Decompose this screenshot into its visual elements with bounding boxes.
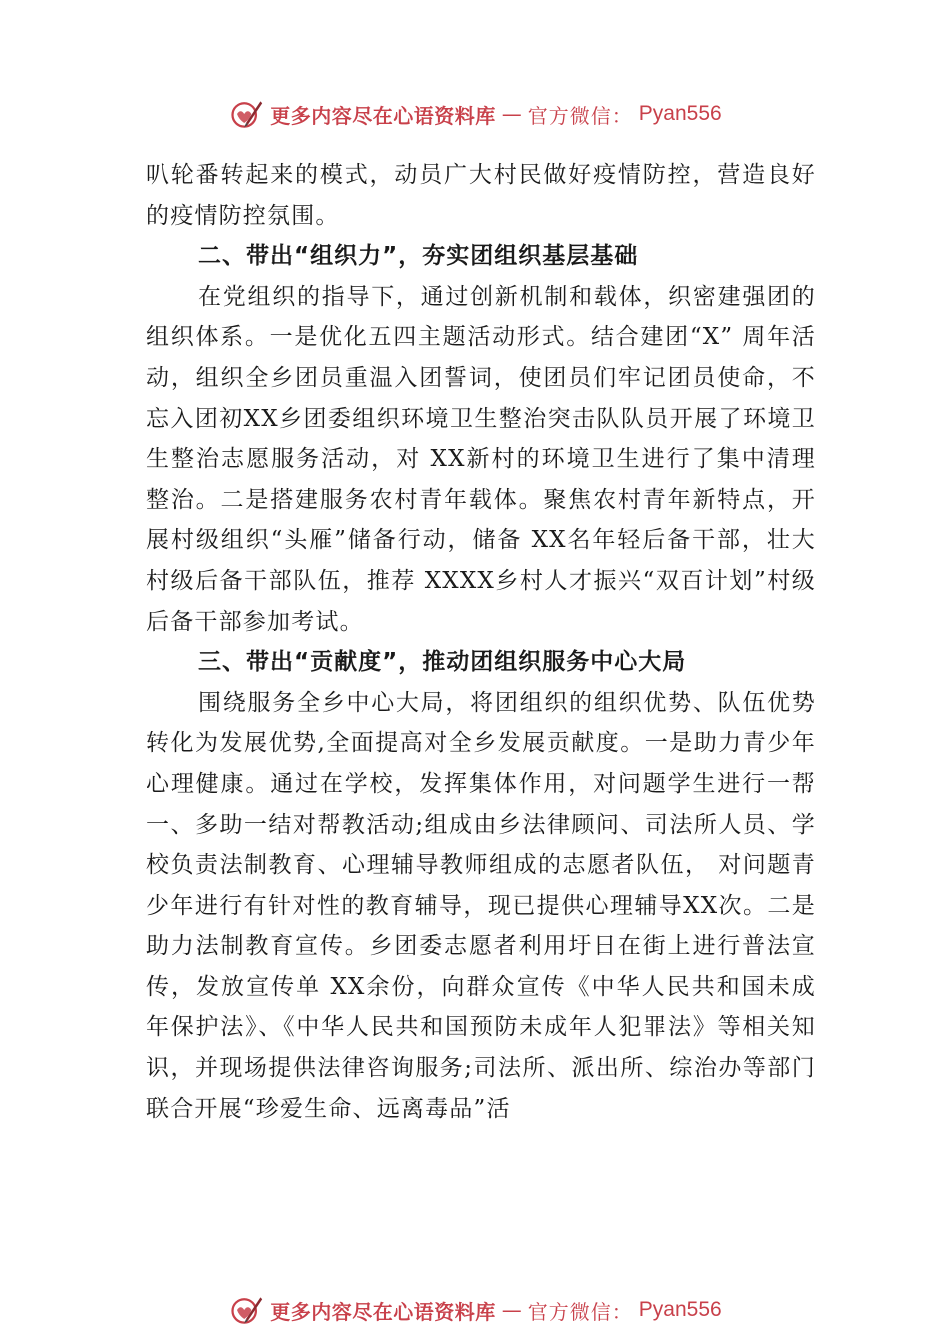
header-watermark — [0, 92, 950, 136]
document-body — [146, 155, 816, 1129]
section-3-paragraph: 围绕服务全乡中心大局，将团组织的组织优势、队伍优势转化为发展优势,全面提高对全乡发展贡献度。一是助力青少年心理健康。通过在学校，发挥集体作用，对问题学生进行一帮一、多助一结对帮教活动;组成由乡法律顾问、司法所人员、学校负责法制教育、心理辅导教师组成的志愿者队伍， 对问题青少年进行有针对性的教育辅导，现已提供心理辅导XX次。二是助力法制教育宣传。乡团委志愿者利用圩日在街上进行普法宣传，发放宣传单 XX余份，向群众宣传《中华人民共和国未成年保护法》、《中华人民共和国预防未成年人犯罪法》等相关知识，并现场提供法律咨询服务;司法所、派出所、综治办等部门联合开展“珍爱生命、远离毒品”活 — [146, 689, 816, 1122]
watermark-brand: 更多内容尽在心语资料库 — [270, 1299, 496, 1324]
watermark-wechat-label: 官方微信： — [527, 103, 633, 128]
watermark-wechat-id: Pyan556 — [638, 102, 722, 125]
heart-pen-logo-icon — [228, 96, 264, 132]
watermark-separator: — — [501, 1298, 522, 1322]
footer-watermark — [0, 1288, 950, 1332]
watermark-separator: — — [501, 102, 522, 126]
section-2-paragraph: 在党组织的指导下，通过创新机制和载体，织密建强团的组织体系。一是优化五四主题活动形式。结合建团“X” 周年活动，组织全乡团员重温入团誓词，使团员们牢记团员使命，不忘入团初XX乡团委组织环境卫生整治突击队队员开展了环境卫生整治志愿服务活动，对 XX新村的环境卫生进行了集中清理整治。二是搭建服务农村青年载体。聚焦农村青年新特点，开展村级组织“头雁”储备行动，储备 XX名年轻后备干部，壮大村级后备干部队伍，推荐 XXXX乡村人才振兴“双百计划”村级后备干部参加考试。 — [146, 283, 816, 635]
heart-pen-logo-icon — [228, 1292, 264, 1328]
section-3-heading: 三、带出“贡献度”，推动团组织服务中心大局 — [198, 649, 687, 676]
watermark-wechat-label: 官方微信： — [527, 1299, 633, 1324]
section-2-heading: 二、带出“组织力”，夯实团组织基层基础 — [198, 243, 639, 270]
watermark-brand: 更多内容尽在心语资料库 — [270, 103, 496, 128]
continuation-paragraph: 叭轮番转起来的模式，动员广大村民做好疫情防控，营造良好的疫情防控氛围。 — [146, 162, 816, 229]
watermark-wechat-id: Pyan556 — [638, 1298, 722, 1321]
